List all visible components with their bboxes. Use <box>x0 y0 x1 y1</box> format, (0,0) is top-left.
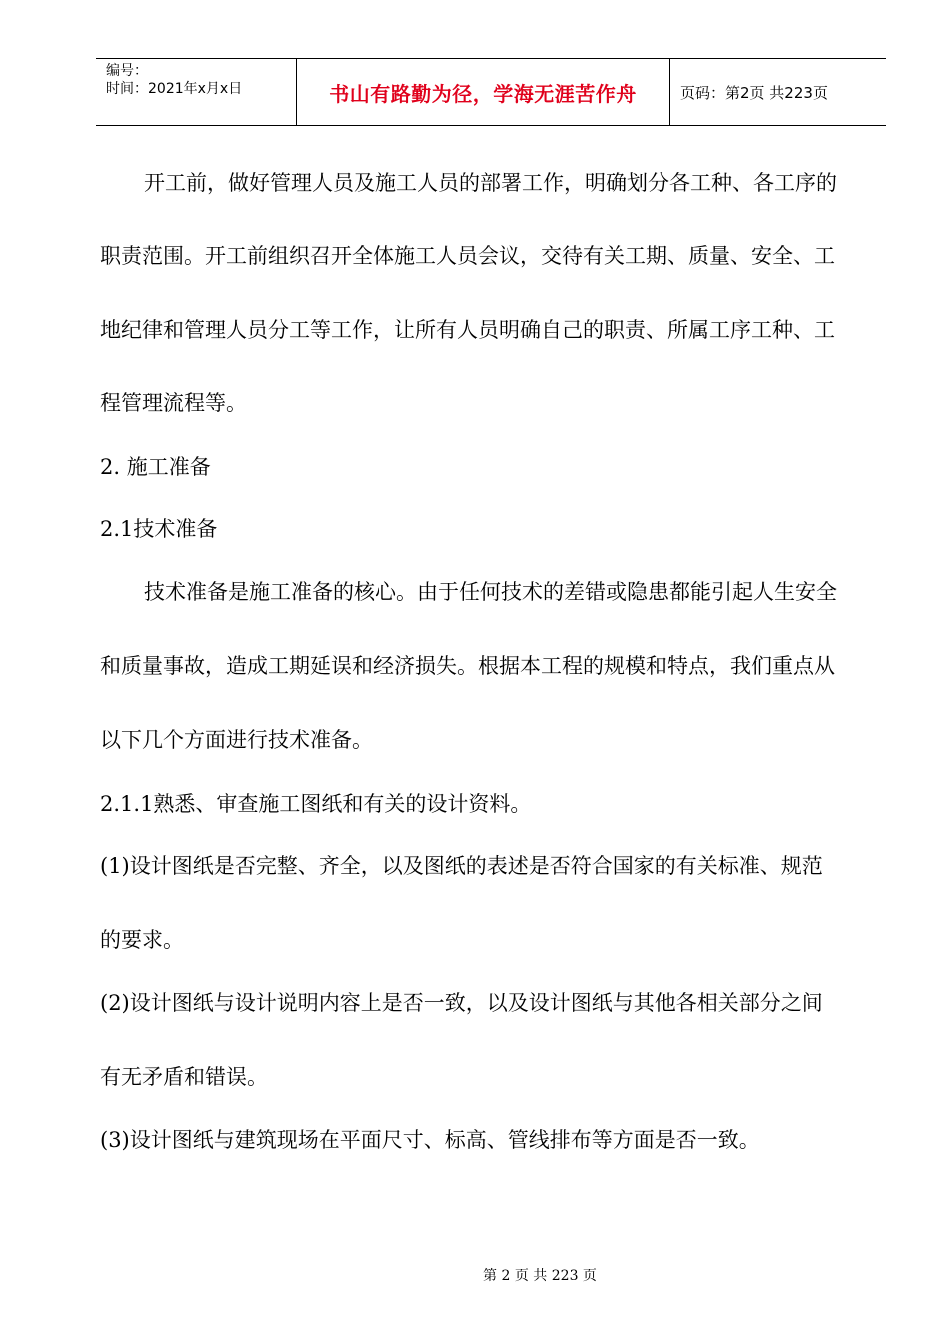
header-page-info: 页码：第2页 共223页 <box>680 83 828 102</box>
subsection-heading: 2.1技术准备 <box>100 517 218 541</box>
paragraph-line: 技术准备是施工准备的核心。由于任何技术的差错或隐患都能引起人生安全 <box>144 580 837 604</box>
paragraph-line: 以下几个方面进行技术准备。 <box>100 728 373 752</box>
section-heading: 2. 施工准备 <box>100 455 211 479</box>
list-item-line: (2)设计图纸与设计说明内容上是否一致，以及设计图纸与其他各相关部分之间 <box>100 991 823 1015</box>
document-time-label: 时间：2021年x月x日 <box>106 81 243 97</box>
page-header <box>96 58 886 126</box>
header-meta <box>96 59 296 125</box>
subsubsection-heading: 2.1.1熟悉、审查施工图纸和有关的设计资料。 <box>100 792 532 816</box>
list-item-line: 有无矛盾和错误。 <box>100 1065 268 1089</box>
page-footer: 第 2 页 共 223 页 <box>483 1268 597 1284</box>
paragraph-line: 职责范围。开工前组织召开全体施工人员会议，交待有关工期、质量、安全、工 <box>100 244 835 268</box>
document-number-label: 编号： <box>106 63 148 79</box>
list-item-line: (1)设计图纸是否完整、齐全，以及图纸的表述是否符合国家的有关标准、规范 <box>100 854 823 878</box>
list-item-line: 的要求。 <box>100 928 184 952</box>
paragraph-line: 地纪律和管理人员分工等工作，让所有人员明确自己的职责、所属工序工种、工 <box>100 318 835 342</box>
paragraph-line: 程管理流程等。 <box>100 391 247 415</box>
paragraph-line: 和质量事故，造成工期延误和经济损失。根据本工程的规模和特点，我们重点从 <box>100 654 835 678</box>
header-motto: 书山有路勤为径，学海无涯苦作舟 <box>296 59 670 125</box>
paragraph-line: 开工前，做好管理人员及施工人员的部署工作，明确划分各工种、各工序的 <box>144 171 837 195</box>
list-item-line: (3)设计图纸与建筑现场在平面尺寸、标高、管线排布等方面是否一致。 <box>100 1128 760 1152</box>
